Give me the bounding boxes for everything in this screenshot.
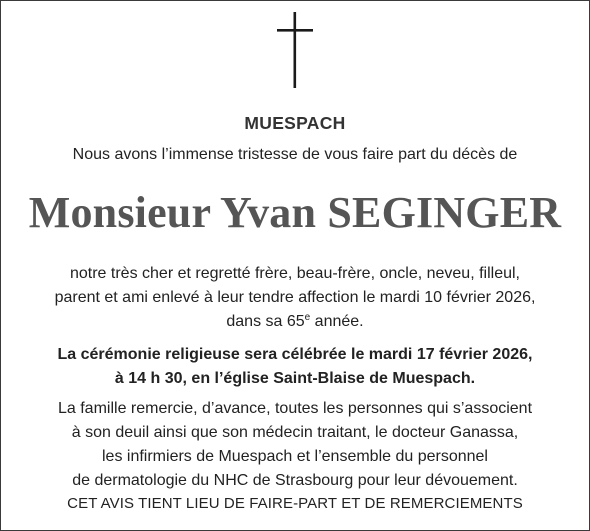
cross-icon <box>0 12 590 88</box>
thanks-paragraph <box>0 397 590 493</box>
thanks-line-4: de dermatologie du NHC de Strasbourg pour leur dévouement. <box>72 472 518 489</box>
tribute-line-3-end: année. <box>310 313 364 330</box>
ordinal-superscript: e <box>304 312 311 323</box>
tribute-line-2: parent et ami enlevé à leur tendre affection le mardi 10 février 2026, <box>54 289 536 306</box>
closing-notice: CET AVIS TIENT LIEU DE FAIRE-PART ET DE REMERCIEMENTS <box>67 495 523 512</box>
thanks-line-3: les infirmiers de Muespach et l’ensemble du personnel <box>102 448 488 465</box>
deceased-name: Monsieur Yvan SEGINGER <box>28 188 562 237</box>
location-heading: MUESPACH <box>244 113 346 133</box>
thanks-line-2: à son deuil ainsi que son médecin traitant, le docteur Ganassa, <box>71 424 519 441</box>
tribute-line-3 <box>0 310 590 334</box>
intro-text: Nous avons l’immense tristesse de vous faire part du décès de <box>72 146 518 163</box>
ceremony-line-1: La cérémonie religieuse sera célébrée le mardi 17 février 2026, <box>57 346 533 363</box>
ceremony-line-2: à 14 h 30, en l’église Saint-Blaise de Muespach. <box>114 370 476 387</box>
tribute-line-3-start: dans sa 65 <box>226 313 305 330</box>
thanks-line-1: La famille remercie, d’avance, toutes les personnes qui s’associent <box>57 400 533 417</box>
tribute-line-1: notre très cher et regretté frère, beau-frère, oncle, neveu, filleul, <box>69 265 520 282</box>
ceremony-paragraph <box>0 343 590 391</box>
tribute-paragraph <box>0 262 590 334</box>
